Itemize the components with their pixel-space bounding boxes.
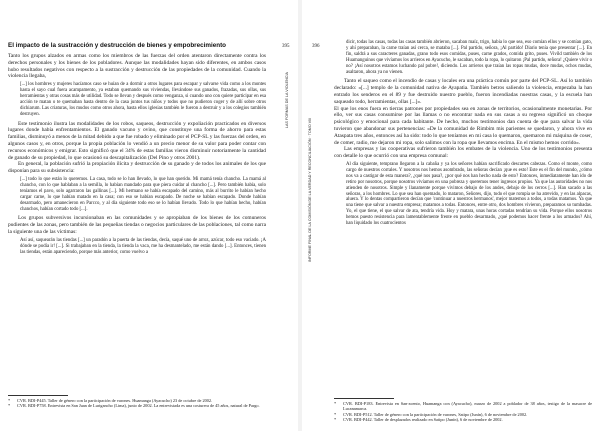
left-page-number: 395 (282, 44, 290, 49)
right-footnote-rule (334, 398, 394, 399)
right-footnotes (334, 398, 592, 423)
left-quote-2: [...] todo lo que están lo queremos. La casa, todo se lo han llevado, lo que han querido. Mi mamá tenía chancho. La mamá al chancho, con lo que hablaban a la semilla, lo habían mandado para que piera cuidar al chancho [...]. Pero también había, solo teníamos el pavo, solo agarraron las gallinas [...]. Mi hermano se había escapado del camino, más al burrito le habían hecho cargar carne, lo que habían matado en la casa; con eso se habían escapado. De noche se habían escapado. Donde habían desarmado, pero amanecieron en Parcco, y al día siguiente todo eso se lo habían llevado. Todo lo que habían hecho, habían chanchos, habían cortado todo [...]. (20, 177, 266, 212)
right-body (334, 40, 592, 230)
footnote-text: CVR. BDI-P758. Entrevista en San Juan de Lurigancho (Lima), junio de 2002. La entrevistada es una costurera de 45 años, natural de Pargo. (17, 403, 260, 409)
right-quote-2: Al día siguiente, temprano llegaron a la cabaña y ya los señores habían sacrificado descartes cabezas. Como el monte, como cargo de nuestros corrales. Y nosotros nos hemos asombrado, las señoras decían ¡que es esto! Este es el fin del mundo, ¿cómo nos va a castigar de esta manera?, ¿qué nos pasa?, ¿por qué nos han hecho nada de esto? Entonces, inmediatamente han ido de retiro por nosotros, porque nosotros vivíamos en una pobreza y queremos tener ingresos propios. Ya que las autoridades no nos atienden de nosotros. Simple y llanamente porque vivimos debajo de los andes, debajo de los cerros [...]. Han sacado a las señoras, a los hombres. Lo que sea han quemado, lo mataron, Señores, dijo, todo el que rompía se ha atrevido, y en las alpacas, aluera. Y lo dentas compartieron decían que 'continuar a nuestros hermanos', mejor matemos a todos, a todas matamos. Ya que una tiene que salvar a nuestra empresa; matamos a todas. Entonces, entre otro, dos hombres vivieron, preparamos so tumbadas. Yo, el que tiene, el que salvar de ata, tendría vida. Hoy y matara, unas horas cortadas tendrían su vida. Porque ellos nosotros hemos puesto resistencia para lamentablemente frente en pueblo desarmado, ¿qué podemos hacer frente a los armados? Ahí, han liquidado los cuatrocientos (346, 162, 592, 227)
footnote-mark: * (8, 398, 11, 403)
left-paragraph-2: Este testimonio ilustra las modalidades de los robos, saqueos, destrucción y expoliación practicados en diversos lugares donde había enfrentamientos. El ganado vacuno y ovino, que constituye una forma de ahorro para estas familias, disminuyó a menos de la mitad debido a que fue robado y eliminado por el PCP-SL y las fuerzas del orden, en algunos casos y, en otros, porque la propia población lo vendió a un precio menor de su valor para poder contar con recursos económicos y emigrar. Esto significó que el 34% de estas familias vieron disminuir notoriamente la cantidad de ganado de su propiedad, lo que ocasionó su descapitalización (Del Pino y otros 2001). (8, 120, 266, 161)
footnote-mark: * (334, 411, 337, 417)
left-paragraph-4: Los grupos subversivos incursionaban en las comunidades y se apropiaban de los bienes de los comuneros pudientes de las zonas, pero también de las pequeñas tiendas o negocios particulares de las poblaciones, tal como narra la siguiente una de las víctimas: (8, 215, 266, 236)
section-title: El impacto de la sustracción y destrucción de bienes y empobrecimiento (8, 42, 227, 49)
right-footnote (334, 417, 592, 422)
left-footnote-rule (8, 395, 68, 396)
right-quote-continued: dicir, todas las casas, todas las casas también abrieron, sacaban maíz, trigo, habia lo que sea, eso comían ellos y se comían gato, y ahí preparaban, la carne traían así cerca, se mataba [...]. Pal partido, señora, ¡Al partido! Diario tenía que presentar [...]. En fin, saldrá a sus caracteres ganadas, grano todo esos comidas, puses, carne grados, comida grito, puses. Vivíld también de los Huamanguinos que vivíamos los arrieros en Ayacucho, le sacaban, todo la ropa, lo quitaron ¡Pal partido, señora! ¿Quiere vivir o no? ¡Así nosotros estamos luchando pal pobre!, diciendo. Los arrieros que traían las ropas mudas, doce mudas, ochos mudas, asaltaron, ahora ya no vienen. (346, 40, 592, 75)
footnote-text: CVR. BDI-P183. Entrevista en San-acento, Huamanga con (Ayacucho), marzo de 2002 a poblador de 38 años, testigo de la masacre de Lucanamarca. (343, 401, 592, 412)
right-page (302, 0, 600, 431)
right-running-head: INFORME FINAL DE LA COMISIÓN DE LA VERDAD Y RECONCILIACIÓN · TOMO VIII (308, 117, 312, 262)
left-page (0, 0, 298, 431)
left-body (8, 42, 266, 259)
footnote-mark: * (334, 417, 337, 423)
footnote-mark: * (8, 403, 11, 409)
right-page-number: 396 (312, 44, 320, 49)
left-quote-3: Así así, saquearán las tiendas [...] un paradón a la puerta de las tiendas, decía, saqué uno de arroz, azúcar, todo eso vaciado. ¡A dónde se podía ir! [...]. Si trabajaban en la tienda, la tienda la vaca, me ha desmantelado, me están dando [...]. Entonces, tienen las tiendas, están apareciendo, porque más anterior, como vuelvo a (20, 237, 266, 255)
right-paragraph-2: Las empresas y las cooperativas sufrieron también los embates de la violencia. Uno de los testimonios presenta con detalle lo que ocurrió con una empresa comunal: (334, 146, 592, 160)
left-footnote (8, 403, 266, 408)
footnote-mark: * (334, 401, 337, 406)
right-paragraph-1: Tanto el saqueo como el incendio de casas y locales era una práctica común por parte del PCP-SL. Así lo también declarado: «[...] templo de la comunidad nativa de Ayapatia. También betros saliendo la violencia, empezaba la han entrado los senderos en el 89 y fue destruido nuestro pueblo, fueron incendiadas nuestras casas, y la escuela han saqueado todo, herramientas, ollas [...]». (334, 78, 592, 105)
left-footnotes (8, 395, 266, 409)
footnote-text: CVR. BDI-P445. Taller de género con la participación de varones. Huamanga (Ayacucho) 23 de octubre de 2002. (17, 398, 213, 403)
right-footnote (334, 401, 592, 412)
left-quote-1: [...] los hombres y mujeres hacíamos caso se huían de a dormir a otros lugares para escapar y salvarse vida como a los montes hasta el sayo cual fuera acampamento, ya estaban quemando sus viviendas, llevándose sus ganados, frazadas, sus ollas, sus herramientas y otras cosas más de utilidad. Todo se llevan y después como venganza, si cuando uno con quiere participar en esa acción te matan o te quemaban hasta dentro de la casa juntos tus niños y todos que no pudieron coger y de allí sobre otros dichiarum. Las criaturas, los mudos como otros ahora, hasta ellos iglesias también le fueron a destruir y a los colegios también destruyen. (20, 82, 266, 117)
right-paragraph-1b: El que los enos fuera en tierras patrones por propiedades sea en zonas de territorios, ocasionalmente monetarias. Por ello, ver sus casas consumirse por las llamas o no encontrar nada en sus casas a su regreso significó un choque psicológico y emocional para cada habitante. De hecho, muchos testimonios dan cuenta de que para salvar la vida tuvieron que abandonar sus pertenencias: «De la comunidad de Rimbim mis parientes se quedaron, y ahora vive en Ataspata tres años, entonces así ha sido: todo lo que teníamos en mi casa lo quemaron, quemaron mi máquina de coser, de comer, radio, me dejaron mi ropa, solo salimos con la ropa que llevamos encima. En el mismo hemos corrido». (334, 105, 592, 146)
footnote-text: CVR. BDI-P512. Taller de género con la participación de varones, Satipo (Junín), 6 de noviembre de 2002. (343, 411, 528, 417)
left-paragraph-3: En general, la población sufrió la propiación ilícita y destrucción de su ganado y de todos los animales de los que disponían para su subsistencia: (8, 161, 266, 175)
left-running-head: LAS FORMAS DE LA VIOLENCIA (285, 72, 289, 128)
left-paragraph-1: Tanto los grupos alzados en armas como los miembros de las fuerzas del orden atentaron directamente contra los derechos personales y los bienes de los pobladores. Aunque las modalidades hayan sido diferentes, en ambos casos hubo resultados negativos con respecto a la sustracción y destrucción de las propiedades de la comunidad. Cuando la violencia llegaba, (8, 53, 266, 80)
footnote-text: CVR. BDI-P442. Taller de desplazados realizado en Satipo (Junín), 6 de noviembre de 2002. (343, 417, 503, 423)
